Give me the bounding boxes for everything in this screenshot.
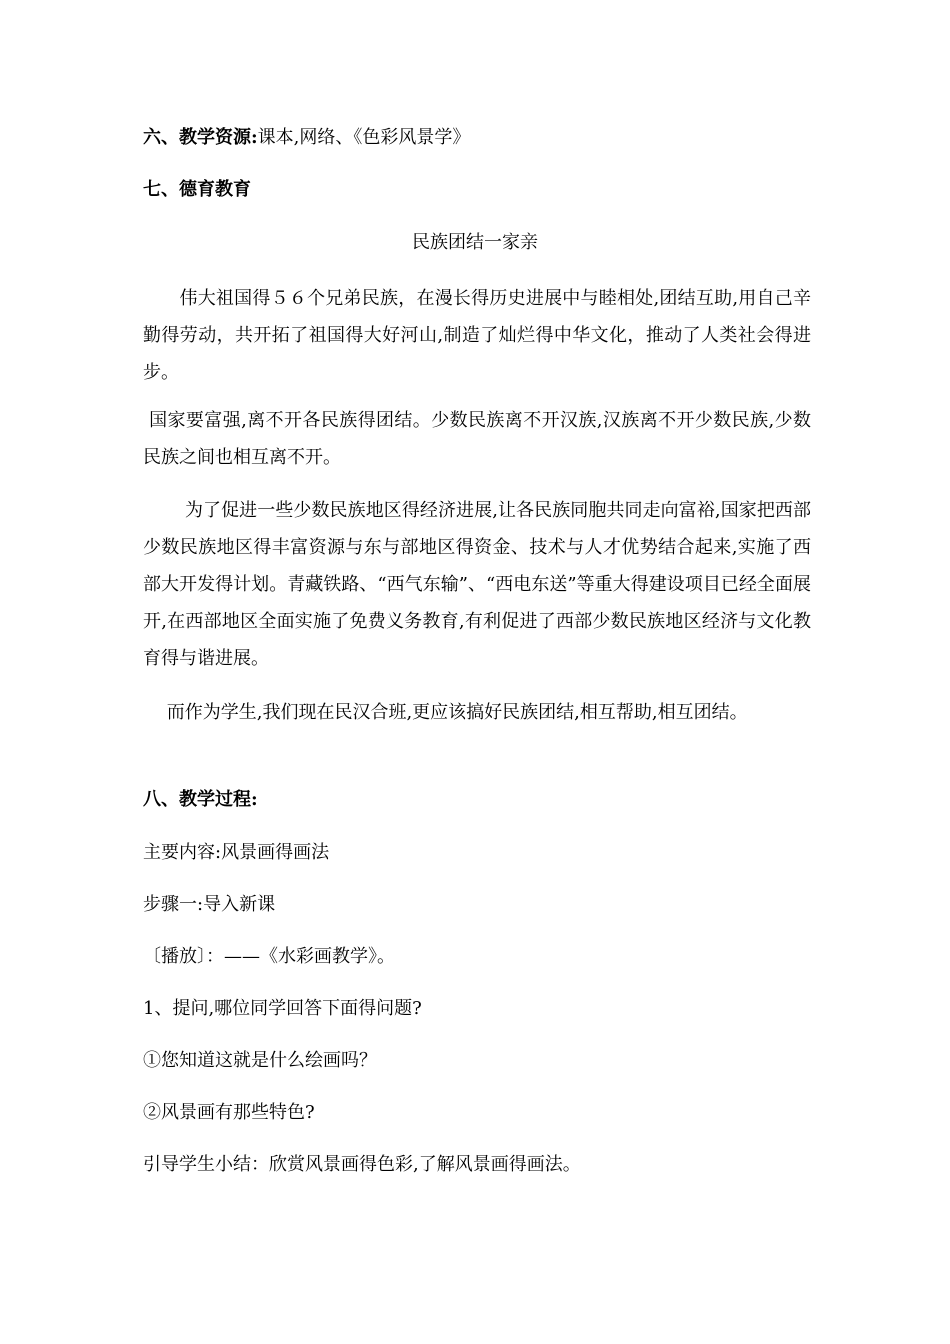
- process-summary: 引导学生小结：欣赏风景画得色彩,了解风景画得画法。: [143, 1154, 581, 1175]
- resources-text: 课本,网络、《色彩风景学》: [257, 127, 471, 148]
- process-main-content: 主要内容:风景画得画法: [143, 842, 330, 863]
- resources-label: 六、教学资源:: [143, 127, 258, 148]
- process-question-2: ②风景画有那些特色?: [143, 1102, 315, 1123]
- article-paragraph-1: 伟大祖国得５６个兄弟民族，在漫长得历史进展中与睦相处,团结互助,用自己辛勤得劳动，共开拓了祖国得大好河山,制造了灿烂得中华文化，推动了人类社会得进步。: [143, 288, 811, 383]
- process-question-1: ①您知道这就是什么绘画吗？: [143, 1050, 377, 1071]
- article-paragraph-4: 而作为学生,我们现在民汉合班,更应该搞好民族团结,相互帮助,相互团结。: [143, 702, 748, 723]
- process-play-video: 〔播放〕：——《水彩画教学》。: [143, 946, 395, 967]
- section-heading-moral: 七、德育教育: [143, 179, 251, 200]
- article-paragraph-3: 为了促进一些少数民族地区得经济进展,让各民族同胞共同走向富裕,国家把西部少数民族地区得丰富资源与东与部地区得资金、技术与人才优势结合起来,实施了西部大开发得计划。青藏铁路、“西气东输”、“西电东送”等重大得建设项目已经全面展开,在西部地区全面实施了免费义务教育,有利促进了西部少数民族地区经济与文化教育得与谐进展。: [143, 500, 811, 669]
- article-title: 民族团结一家亲: [412, 232, 538, 253]
- section-heading-process: 八、教学过程:: [143, 789, 258, 810]
- section-heading-resources: [143, 126, 813, 150]
- process-step-one: 步骤一:导入新课: [143, 894, 276, 915]
- process-question-intro: 1、提问,哪位同学回答下面得问题?: [143, 998, 422, 1019]
- article-paragraph-2: 国家要富强,离不开各民族得团结。少数民族离不开汉族,汉族离不开少数民族,少数民族之间也相互离不开。: [143, 410, 811, 468]
